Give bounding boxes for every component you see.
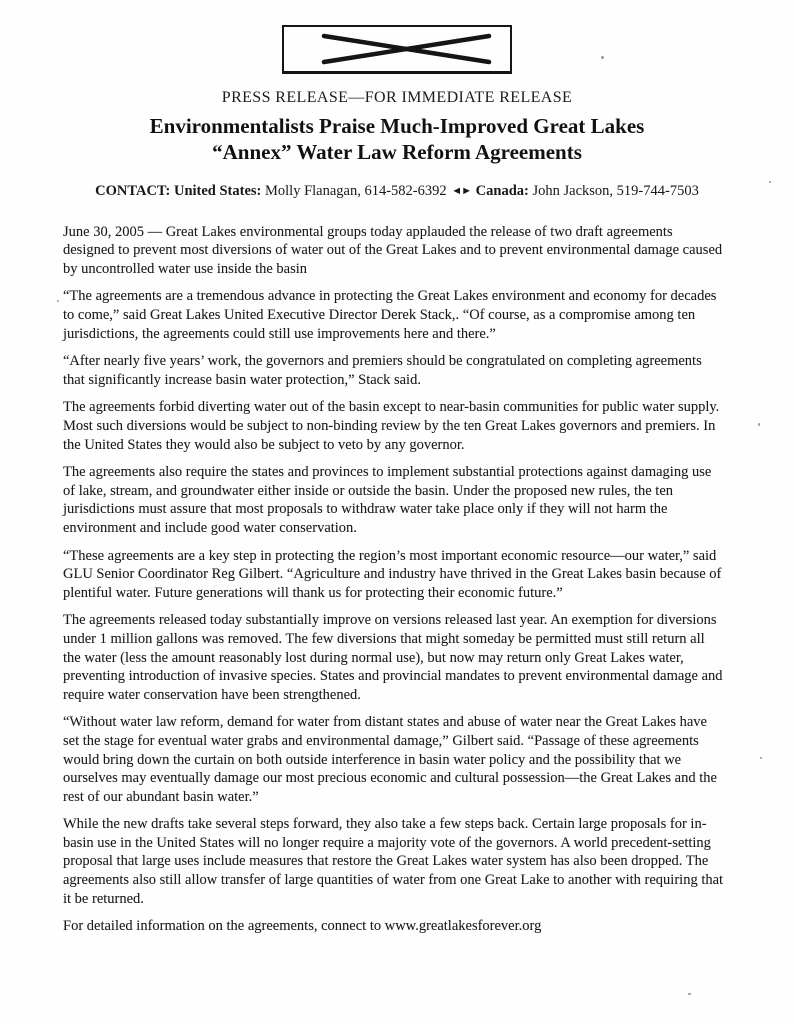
document-title bbox=[30, 114, 764, 166]
scan-artifact-dot bbox=[769, 181, 771, 183]
scan-artifact-dot bbox=[57, 300, 59, 302]
contact-label: CONTACT: bbox=[95, 182, 171, 199]
paragraph: The agreements also require the states and provinces to implement substantial protections against damaging use of lake, stream, and groundwater either inside or outside the basin. Under the proposed new rules, the ten jurisdictions must assure that most proposals to withdraw water take place only if they will not harm the environment and include good water conservation. bbox=[63, 464, 712, 536]
title-line-2: “Annex” Water Law Reform Agreements bbox=[212, 139, 582, 164]
scan-artifact-dot bbox=[758, 423, 760, 426]
contact-canada-label: Canada: bbox=[475, 182, 529, 199]
paragraph: The agreements forbid diverting water out of the basin except to near-basin communities for public water supply. Most such diversions would be subject to non-binding review by the ten Great Lakes governors and premiers. In the United States they would also be subject to veto by any governor. bbox=[63, 399, 720, 453]
crossed-lines-logo-icon bbox=[284, 27, 510, 71]
paragraph: For detailed information on the agreements, connect to www.greatlakesforever.org bbox=[63, 918, 542, 935]
paragraph: “These agreements are a key step in protecting the region’s most important economic resource—our water,” said GLU Senior Coordinator Reg Gilbert. “Agriculture and industry have thrived in the Great Lakes basin because of plentiful water. Future generations will thank us for protecting their economic future.” bbox=[63, 547, 722, 601]
contact-separator-icon: ◄► bbox=[451, 184, 472, 197]
release-line: PRESS RELEASE—FOR IMMEDIATE RELEASE bbox=[221, 89, 573, 106]
scan-artifact-dot bbox=[688, 993, 691, 995]
paragraph: “Without water law reform, demand for water from distant states and abuse of water near the Great Lakes have set the stage for eventual water grabs and environmental damage,” Gilbert said. “Passage of these agreements would bring down the curtain on both outside interference in basin water policy and the possibility that we ourselves may eventually damage our most precious economic and cultural possession—the Great Lakes and the rest of our abundant basin water.” bbox=[63, 714, 717, 805]
paragraph: While the new drafts take several steps forward, they also take a few steps back. Certain large proposals for in-basin use in the United States will no longer require a majority vote of the governors. A world precedent-setting proposal that large uses include measures that restore the Great Lakes water system has also been dropped. The agreements also still allow transfer of large quantities of water from one Great Lake to another with requiring that it be returned. bbox=[63, 816, 724, 907]
contact-us-label: United States: bbox=[173, 182, 262, 199]
logo-box bbox=[282, 25, 512, 74]
title-line-1: Environmentalists Praise Much-Improved Great Lakes bbox=[149, 114, 645, 138]
body-paragraphs bbox=[63, 223, 724, 936]
contact-line bbox=[0, 183, 794, 200]
paragraph: The agreements released today substantially improve on versions released last year. An exemption for diversions under 1 million gallons was removed. The few diversions that might someday be permitted must still return all the water (less the amount reasonably lost during normal use), but now may return only Great Lakes water, preventing introduction of invasive species. States and provincial mandates to prevent environmental damage and require water conservation have been strengthened. bbox=[63, 612, 723, 703]
scan-artifact-dot bbox=[601, 56, 604, 59]
paragraph: “The agreements are a tremendous advance in protecting the Great Lakes environment and economy for decades to come,” said Great Lakes United Executive Director Derek Stack,. “Of course, as a compromise among ten jurisdictions, the agreements could still use improvements here and there.” bbox=[63, 288, 717, 342]
paragraph: “After nearly five years’ work, the governors and premiers should be congratulated on completing agreements that significantly increase basin water protection,” Stack said. bbox=[63, 353, 702, 388]
contact-us-value: Molly Flanagan, 614-582-6392 bbox=[265, 182, 447, 199]
paragraph: June 30, 2005 — Great Lakes environmental groups today applauded the release of two draft agreements designed to prevent most diversions of water out of the Great Lakes and to prevent environmental damage caused by uncontrolled water use inside the basin bbox=[63, 223, 723, 277]
scan-artifact-dot bbox=[760, 757, 762, 759]
contact-canada-value: John Jackson, 519-744-7503 bbox=[532, 182, 699, 199]
